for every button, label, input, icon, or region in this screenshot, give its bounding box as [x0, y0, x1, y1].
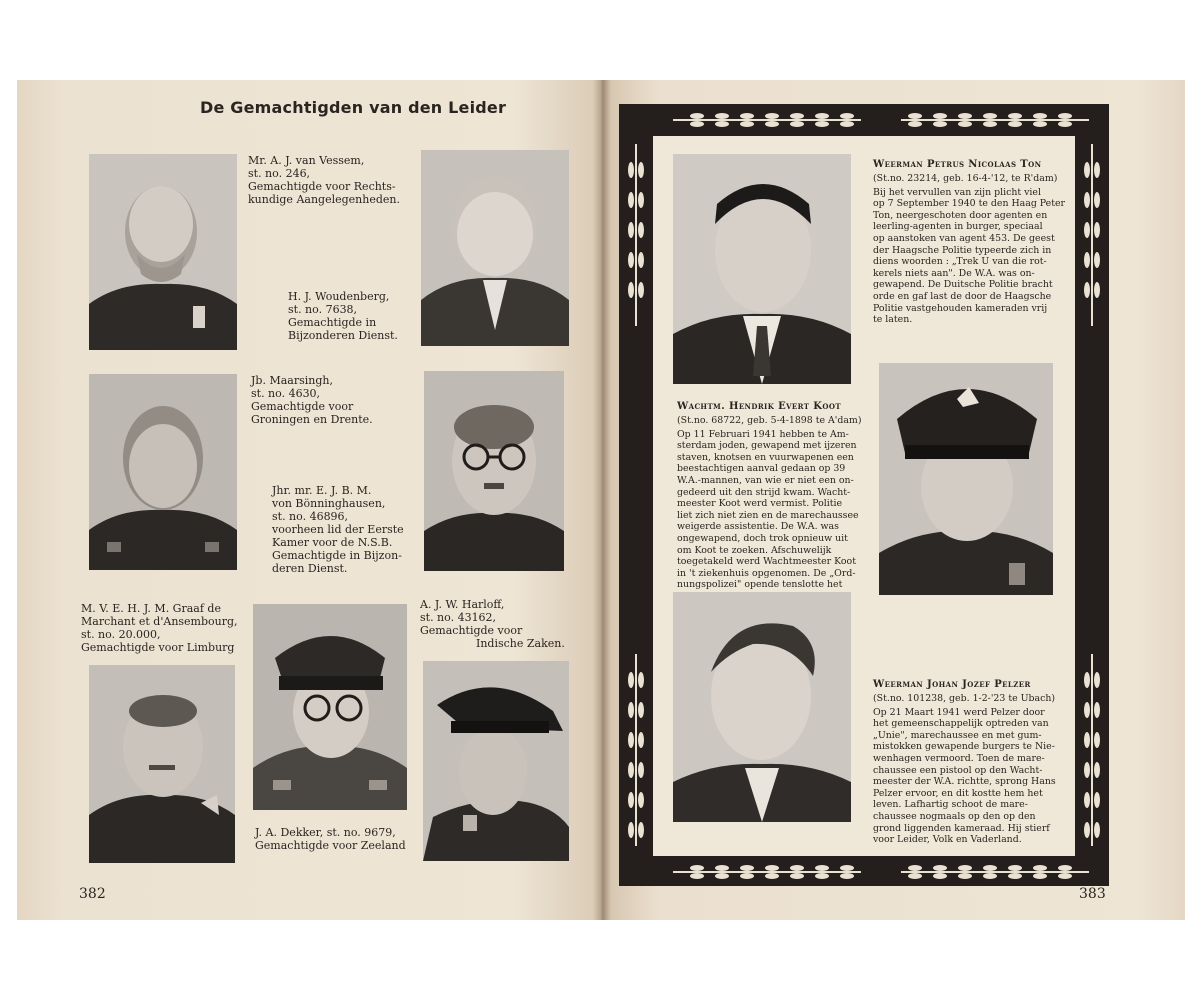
laurel-ornament-icon — [667, 862, 867, 882]
caption-harloff: A. J. W. Harloff, st. no. 43162, Gemachtigde voor Indische Zaken. — [420, 598, 565, 650]
laurel-ornament-icon — [667, 110, 867, 130]
caption-graaf: M. V. E. H. J. M. Graaf de Marchant et d'Ansembourg, st. no. 20.000, Gemachtigde voor Limburg — [81, 602, 238, 654]
portrait-photo-harloff — [423, 661, 569, 861]
laurel-ornament-icon — [895, 110, 1095, 130]
caption-dekker: J. A. Dekker, st. no. 9679, Gemachtigde voor Zeeland — [255, 826, 406, 852]
name-heading-pelzer: Weerman Johan Jozef Pelzer — [873, 679, 1031, 690]
laurel-ornament-icon — [1081, 140, 1103, 330]
portrait-photo-bonninghausen — [424, 371, 564, 571]
page-number-right: 383 — [1079, 886, 1106, 902]
page-title: De Gemachtigden van den Leider — [200, 98, 507, 117]
page-number-left: 382 — [79, 886, 106, 902]
text-block-pelzer: Weerman Johan Jozef Pelzer (St.no. 101238, geb. 1-2-'23 te Ubach) Op 21 Maart 1941 werd Pelzer door het gemeenschappelijk optreden van „Unie", marechaussee en met gum- mistokken gewapende burgers te Nie- wenhagen vermoord. Toen de mare- chaussee een pistool op den Wacht- meester der W.A. richtte, sprong Hans Pelzer ervoor, en dit kostte hem het leven. Lafhartig schoot de mare- chaussee nogmaals op den op den grond liggenden kameraad. Hij stierf voor Leider, Volk en Vaderland. — [873, 678, 1073, 846]
paragraph-pelzer: Op 21 Maart 1941 werd Pelzer door het gemeenschappelijk optreden van „Unie", marechaussee en met gum- mistokken gewapende burgers te Nie- wenhagen vermoord. Toen de mare- chaussee een pistool op den Wacht- meester der W.A. richtte, sprong Hans Pelzer ervoor, en dit kostte hem het leven. Lafhartig schoot de mare- chaussee nogmaals op den op den grond liggenden kameraad. Hij stierf voor Leider, Volk en Vaderland. — [873, 706, 1056, 846]
caption-vessem: Mr. A. J. van Vessem, st. no. 246, Gemachtigde voor Rechts- kundige Aangelegenheden. — [248, 154, 400, 206]
portrait-photo-woudenberg — [421, 150, 569, 346]
book-gutter — [593, 80, 611, 920]
laurel-ornament-icon — [1081, 650, 1103, 850]
name-heading-koot: Wachtm. Hendrik Evert Koot — [677, 401, 841, 412]
caption-woudenberg: H. J. Woudenberg, st. no. 7638, Gemachtigde in Bijzonderen Dienst. — [288, 290, 398, 342]
portrait-photo-graaf — [89, 665, 235, 863]
laurel-ornament-icon — [625, 140, 647, 330]
caption-maarsingh: Jb. Maarsingh, st. no. 4630, Gemachtigde voor Groningen en Drente. — [251, 374, 373, 426]
portrait-photo-pelzer — [673, 592, 851, 822]
portrait-photo-vessem — [89, 154, 237, 350]
name-heading-ton: Weerman Petrus Nicolaas Ton — [873, 159, 1042, 170]
laurel-ornament-icon — [625, 650, 647, 850]
laurel-ornament-icon — [895, 862, 1095, 882]
text-block-ton: Weerman Petrus Nicolaas Ton (St.no. 23214, geb. 16-4-'12, te R'dam) Bij het vervullen van zijn plicht viel op 7 September 1940 te den Haag Peter Ton, neergeschoten door agenten en leerling-agenten in burger, speciaal op aanstoken van agent 453. De geest der Haagsche Politie typeerde zich in diens woorden : „Trek U van die rot- kerels niets aan". De W.A. was on- gewapend. De Duitsche Politie bracht orde en gaf last de door de Haagsche Politie vastgehouden kameraden vrij te laten. — [873, 158, 1073, 326]
portrait-photo-dekker — [253, 604, 407, 810]
caption-bonninghausen: Jhr. mr. E. J. B. M. von Bönninghausen, st. no. 46896, voorheen lid der Eerste Kamer voor de N.S.B. Gemachtigde in Bijzon- deren Dienst. — [272, 484, 404, 575]
portrait-photo-koot — [879, 363, 1053, 595]
portrait-photo-maarsingh — [89, 374, 237, 570]
text-block-koot: Wachtm. Hendrik Evert Koot (St.no. 68722, geb. 5-4-1898 te A'dam) Op 11 Februari 1941 hebben te Am- sterdam joden, gewapend met ijzeren staven, knotsen en vuurwapenen een beestachtigen aanval gedaan op 39 W.A.-mannen, van wie er niet een on- gedeerd uit den strijd kwam. Wacht- meester Koot werd vermist. Politie liet zich niet zien en de marechaussee weigerde assistentie. De W.A. was ongewapend, doch trok opnieuw uit om Koot te zoeken. Afschuwelijk toegetakeld werd Wachtmeester Koot in 't ziekenhuis opgenomen. De „Ord- nungspolizei" opende tenslotte het — [677, 400, 877, 603]
book-spread — [17, 80, 1185, 920]
paragraph-koot: Op 11 Februari 1941 hebben te Am- sterdam joden, gewapend met ijzeren staven, knotsen en vuurwapenen een beestachtigen aanval gedaan op 39 W.A.-mannen, van wie er niet een on- gedeerd uit den strijd kwam. Wacht- meester Koot werd vermist. Politie liet zich niet zien en de marechaussee weigerde assistentie. De W.A. was ongewapend, doch trok opnieuw uit om Koot te zoeken. Afschuwelijk toegetakeld werd Wachtmeester Koot in 't ziekenhuis opgenomen. De „Ord- nungspolizei" opende tenslotte het — [677, 428, 859, 591]
portrait-photo-ton — [673, 154, 851, 384]
paragraph-ton: Bij het vervullen van zijn plicht viel op 7 September 1940 te den Haag Peter Ton, neergeschoten door agenten en leerling-agenten in burger, speciaal op aanstoken van agent 453. De geest der Haagsche Politie typeerde zich in diens woorden : „Trek U van die rot- kerels niets aan". De W.A. was on- gewapend. De Duitsche Politie bracht orde en gaf last de door de Haagsche Politie vastgehouden kameraden vrij te laten. — [873, 186, 1066, 326]
